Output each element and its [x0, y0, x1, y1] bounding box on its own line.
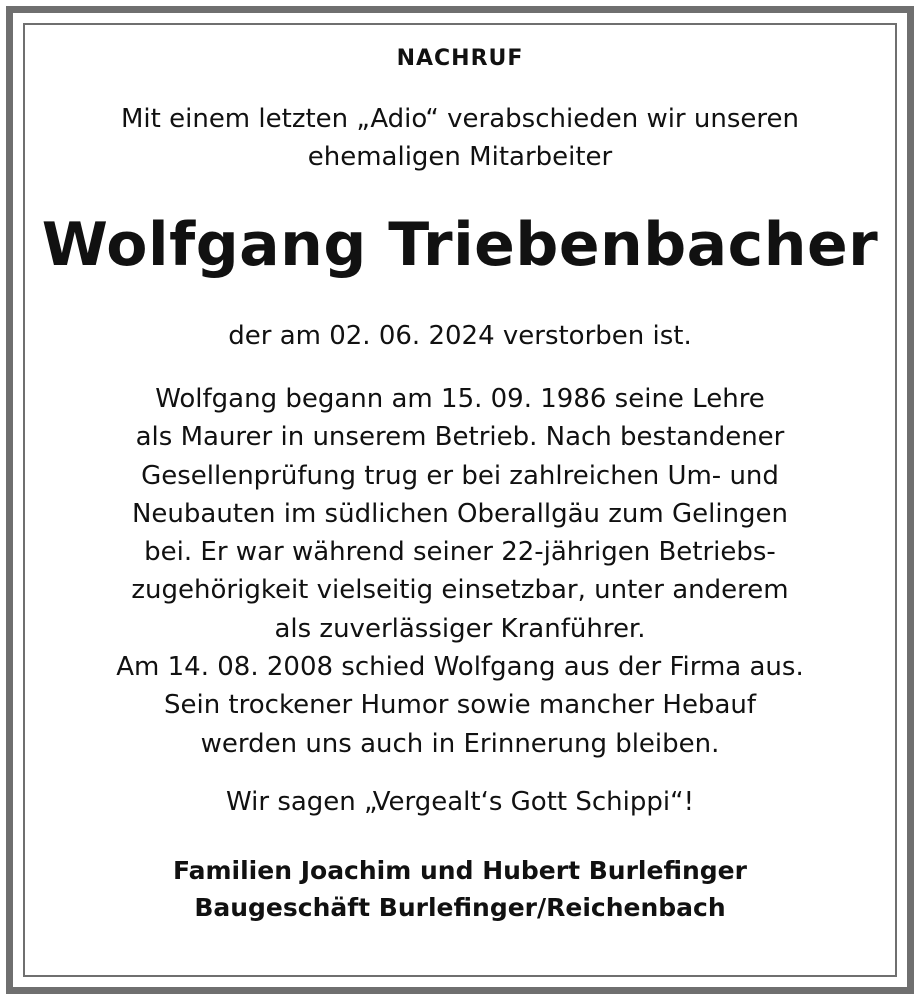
biography-line: Wolfgang begann am 15. 09. 1986 seine Lehre: [155, 384, 765, 414]
signature-line: Baugeschäft Burlefinger/Reichenbach: [194, 893, 726, 922]
signature-line: Familien Joachim und Hubert Burlefinger: [173, 856, 747, 885]
deceased-name: Wolfgang Triebenbacher: [41, 210, 879, 280]
biography-line: zugehörigkeit vielseitig einsetzbar, unter anderem: [131, 575, 789, 606]
farewell-line: Wir sagen „Vergealt‘s Gott Schippi“!: [226, 787, 694, 817]
biography-line: als zuverlässiger Kranführer.: [274, 613, 646, 644]
signature-block: [0, 852, 920, 926]
death-date-line: der am 02. 06. 2024 verstorben ist.: [228, 321, 692, 351]
intro-line: ehemaligen Mitarbeiter: [307, 142, 613, 172]
biography-line: Am 14. 08. 2008 schied Wolfgang aus der Firma aus.: [116, 652, 804, 683]
obituary-heading: NACHRUF: [396, 46, 524, 71]
biography-line: als Maurer in unserem Betrieb. Nach bestandener: [135, 422, 785, 453]
biography-line: bei. Er war während seiner 22-jährigen Betriebs-: [144, 537, 776, 568]
intro-line: Mit einem letzten „Adio“ verabschieden wir unseren: [121, 104, 799, 134]
biography-line: Gesellenprüfung trug er bei zahlreichen Um- und: [141, 460, 779, 491]
intro-text: [0, 100, 920, 176]
biography-line: Neubauten im südlichen Oberallgäu zum Gelingen: [131, 498, 789, 529]
biography-line: Sein trockener Humor sowie mancher Hebauf: [163, 690, 757, 721]
biography-line: werden uns auch in Erinnerung bleiben.: [200, 728, 720, 759]
biography-text: [0, 380, 920, 763]
